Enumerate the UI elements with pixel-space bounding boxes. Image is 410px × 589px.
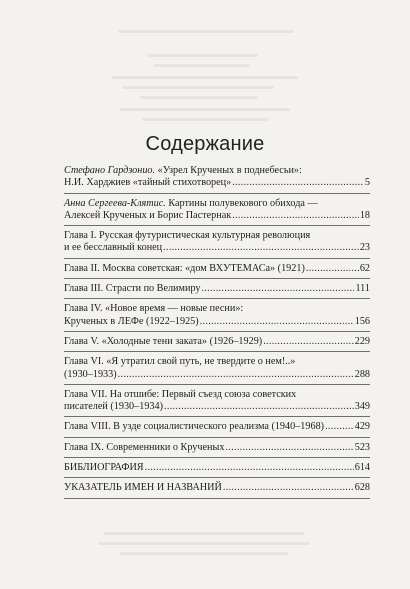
table-of-contents xyxy=(64,165,370,503)
toc-entry xyxy=(64,389,370,414)
toc-entry xyxy=(64,421,370,433)
toc-entry-line xyxy=(64,198,370,210)
toc-entry-line xyxy=(64,356,370,368)
toc-divider xyxy=(64,193,370,194)
toc-entry-line xyxy=(64,283,370,295)
toc-page-number: 62 xyxy=(359,262,370,274)
toc-entry-title: Глава III. Страсти по Велимиру xyxy=(64,283,201,295)
toc-entry-title: (1930–1933) xyxy=(64,368,117,380)
toc-entry xyxy=(64,482,370,494)
dot-leader xyxy=(200,316,354,328)
toc-page-number: 349 xyxy=(354,401,370,413)
toc-page-number: 628 xyxy=(354,482,370,494)
toc-divider xyxy=(64,278,370,279)
toc-divider xyxy=(64,498,370,499)
toc-entry-title: Глава I. Русская футуристическая культурная революция xyxy=(64,230,311,242)
toc-entry-title: Глава VII. На отшибе: Первый съезд союза советских xyxy=(64,388,297,400)
toc-entry-line xyxy=(64,421,370,433)
toc-entry-line xyxy=(64,316,370,328)
toc-divider xyxy=(64,258,370,259)
toc-entry-title: Н.И. Харджиев «тайный стихотворец» xyxy=(64,177,232,189)
toc-entry-line xyxy=(64,336,370,348)
dot-leader xyxy=(223,482,354,494)
toc-divider xyxy=(64,437,370,438)
toc-entry-line xyxy=(64,462,370,474)
toc-entry-title: БИБЛИОГРАФИЯ xyxy=(64,462,144,474)
dot-leader xyxy=(325,421,354,433)
toc-page-number: 156 xyxy=(354,315,370,327)
dot-leader xyxy=(164,401,354,413)
toc-entry-title: Глава VI. «Я утратил свой путь, не твердите о нем!..» xyxy=(64,356,296,368)
dot-leader xyxy=(163,242,359,254)
dot-leader xyxy=(225,442,353,454)
toc-entry-line xyxy=(64,165,370,177)
toc-entry-title: Глава V. «Холодные тени заката» (1926–1929) xyxy=(64,335,263,347)
toc-page-number: 229 xyxy=(354,335,370,347)
toc-entry xyxy=(64,198,370,223)
dot-leader xyxy=(263,336,354,348)
toc-entry-title: Глава VIII. В узде социалистического реализма (1940–1968) xyxy=(64,421,325,433)
toc-entry-title: Крученых в ЛЕФе (1922–1925) xyxy=(64,315,199,327)
toc-title: Содержание xyxy=(145,133,265,155)
toc-entry xyxy=(64,165,370,190)
toc-page-number: 523 xyxy=(354,441,370,453)
toc-entry-line xyxy=(64,242,370,254)
toc-entry-title: «Узрел Крученых в поднебесьи»: xyxy=(157,165,302,176)
toc-page-number: 23 xyxy=(359,242,370,254)
toc-page-number: 5 xyxy=(364,177,370,189)
toc-entry xyxy=(64,356,370,381)
toc-page-number: 288 xyxy=(354,368,370,380)
dot-leader xyxy=(118,369,354,381)
toc-entry xyxy=(64,442,370,454)
toc-entry-title: Глава IV. «Новое время — новые песни»: xyxy=(64,303,244,315)
toc-divider xyxy=(64,457,370,458)
dot-leader xyxy=(306,263,359,275)
toc-entry-line xyxy=(64,303,370,315)
toc-entry xyxy=(64,263,370,275)
toc-divider xyxy=(64,384,370,385)
toc-entry-title: писателей (1930–1934) xyxy=(64,401,164,413)
dot-leader xyxy=(232,177,364,189)
toc-entry-title: Картины полувекового обихода — xyxy=(168,197,318,209)
toc-entry-author: Анна Сергеева-Клятис. xyxy=(64,197,166,209)
toc-entry xyxy=(64,303,370,328)
toc-page-number: 429 xyxy=(354,421,370,433)
toc-entry-title: УКАЗАТЕЛЬ ИМЕН И НАЗВАНИЙ xyxy=(64,482,222,494)
toc-entry-line xyxy=(64,369,370,381)
toc-entry-title: Алексей Крученых и Борис Пастернак xyxy=(64,209,232,221)
toc-entry-line xyxy=(64,230,370,242)
toc-entry xyxy=(64,283,370,295)
dot-leader xyxy=(232,210,359,222)
toc-entry-line xyxy=(64,389,370,401)
toc-divider xyxy=(64,331,370,332)
toc-divider xyxy=(64,351,370,352)
toc-divider xyxy=(64,416,370,417)
toc-entry-title: Глава II. Москва советская: «дом ВХУТЕМАСа» (1921) xyxy=(64,262,305,274)
toc-page-number: 614 xyxy=(354,462,370,474)
toc-entry-line xyxy=(64,401,370,413)
toc-entry-author: Стефано Гардзонио. xyxy=(64,165,156,176)
toc-entry xyxy=(64,230,370,255)
toc-entry-line xyxy=(64,442,370,454)
toc-entry-line xyxy=(64,177,370,189)
toc-page-number: 18 xyxy=(359,209,370,221)
toc-entry xyxy=(64,336,370,348)
dot-leader xyxy=(201,283,354,295)
toc-entry-title: Глава IX. Современники о Крученых xyxy=(64,441,225,453)
toc-entry xyxy=(64,462,370,474)
toc-page-number: 111 xyxy=(355,283,370,295)
toc-entry-title: и ее бесславный конец xyxy=(64,242,163,254)
toc-entry-line xyxy=(64,210,370,222)
dot-leader xyxy=(145,462,354,474)
toc-divider xyxy=(64,225,370,226)
toc-divider xyxy=(64,298,370,299)
toc-divider xyxy=(64,477,370,478)
toc-entry-line xyxy=(64,263,370,275)
toc-entry-line xyxy=(64,482,370,494)
